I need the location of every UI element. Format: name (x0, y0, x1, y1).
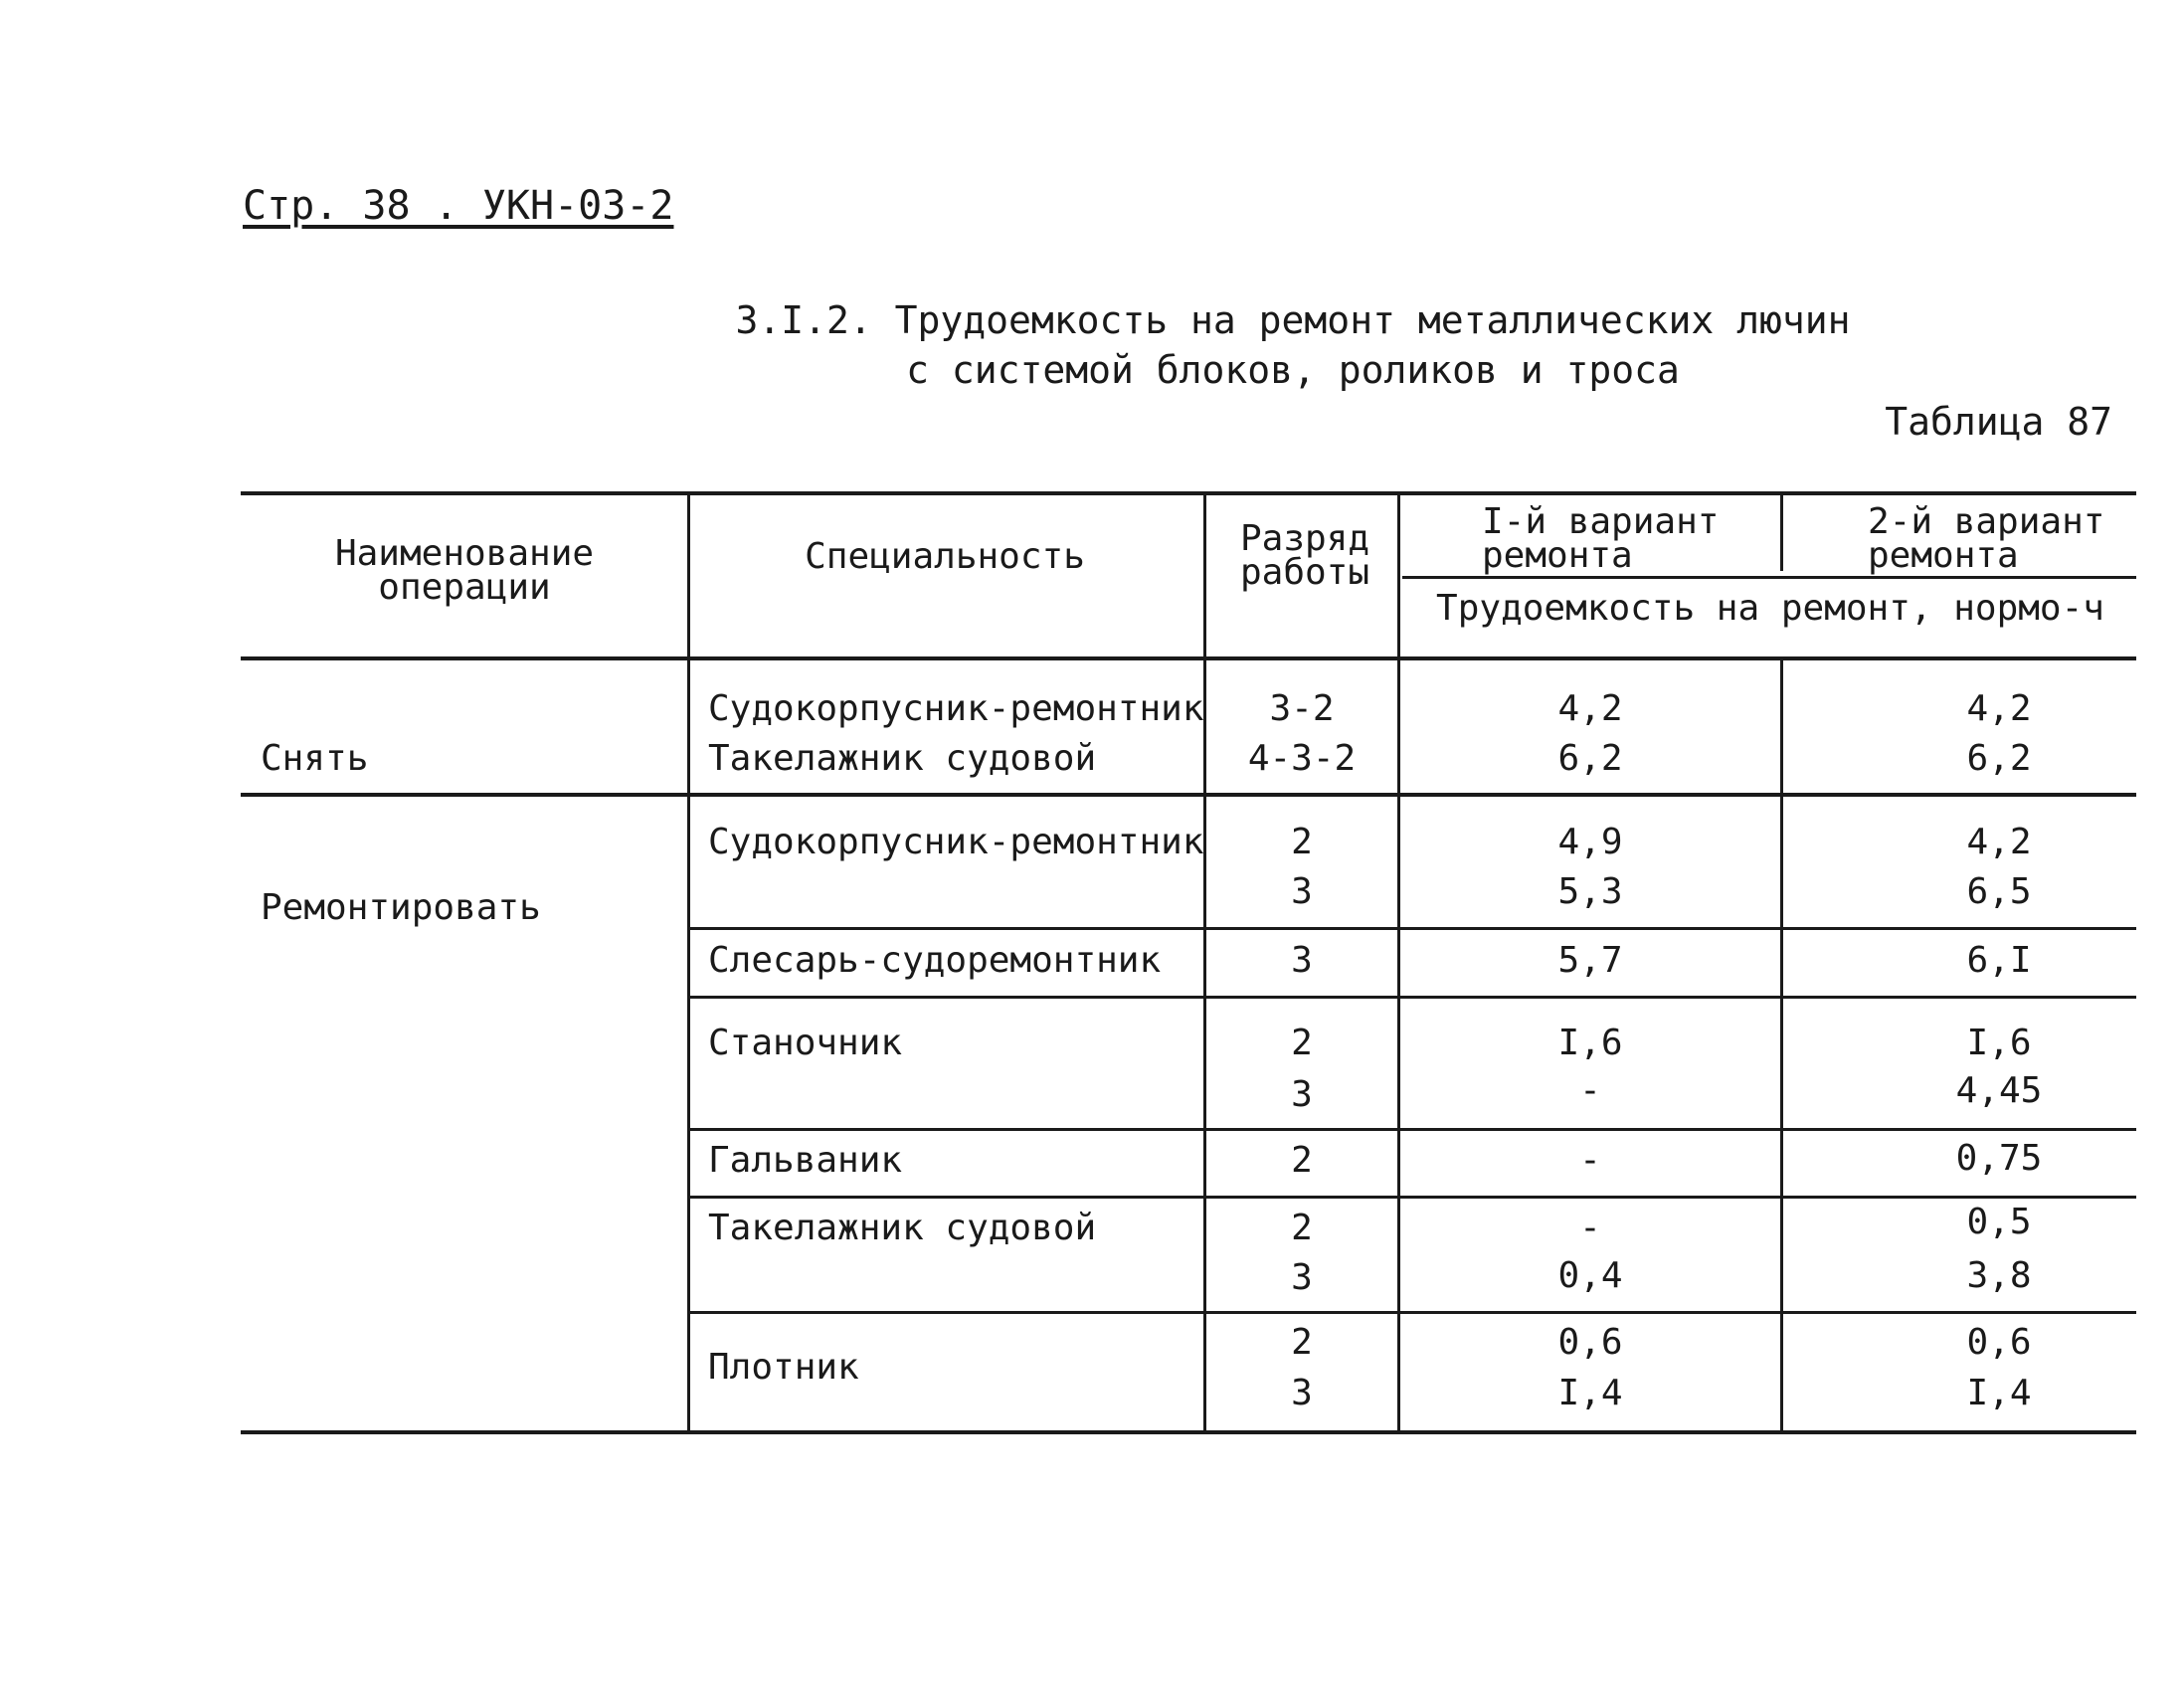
variant2-value: 6,2 (1966, 738, 2032, 779)
specialty-cell: Станочник (708, 1023, 903, 1063)
variant1-value: 5,3 (1557, 871, 1623, 912)
specialty-cell: Гальваник (708, 1140, 903, 1181)
grade-cell: 2 (1291, 1023, 1313, 1063)
column-divider (1780, 491, 1783, 571)
table-number: Таблица 87 (1885, 400, 2112, 444)
grade-cell: 2 (1291, 1140, 1313, 1181)
variant1-value: 5,7 (1557, 940, 1623, 981)
grade-cell: 3 (1291, 940, 1313, 981)
variant1-value: I,4 (1557, 1373, 1623, 1413)
grade-cell: 4-3-2 (1247, 738, 1357, 779)
specialty-cell: Слесарь-судоремонтник (708, 940, 1162, 981)
grade-cell: 2 (1291, 1208, 1313, 1248)
variant1-value: I,6 (1557, 1023, 1623, 1063)
variant1-value: - (1579, 1070, 1601, 1111)
header-operation: Наименование операции (334, 533, 595, 608)
specialty-cell: Такелажник судовой (708, 738, 1097, 779)
header-sub-rule (1402, 576, 2136, 579)
column-divider (1780, 658, 1783, 1432)
variant1-value: - (1579, 1208, 1601, 1248)
header-grade: Разряд работы (1239, 518, 1370, 593)
grade-cell: 2 (1291, 1322, 1313, 1363)
specialty-cell: Судокорпусник-ремонтник (708, 688, 1204, 729)
row-divider-rule (689, 996, 2136, 999)
variant1-value: - (1579, 1140, 1601, 1181)
specialty-cell: Судокорпусник-ремонтник (708, 822, 1204, 862)
header-specialty: Специальность (805, 536, 1085, 577)
grade-cell: 3 (1291, 1074, 1313, 1115)
variant2-value: 0,5 (1966, 1202, 2032, 1242)
header-bottom-rule (241, 656, 2136, 660)
page-header: Стр. 38 . УКН-03-2 (243, 183, 674, 229)
variant1-value: 6,2 (1557, 738, 1623, 779)
variant2-value: 0,6 (1966, 1322, 2032, 1363)
variant2-value: 6,I (1966, 940, 2032, 981)
grade-cell: 3 (1291, 1257, 1313, 1298)
header-labor: Трудоемкость на ремонт, нормо-ч (1436, 588, 2104, 629)
operation-cell: Ремонтировать (261, 887, 541, 928)
row-divider-rule (689, 927, 2136, 930)
grade-cell: 3 (1291, 871, 1313, 912)
variant1-value: 0,6 (1557, 1322, 1623, 1363)
variant1-value: 4,9 (1557, 822, 1623, 862)
variant2-value: 6,5 (1966, 871, 2032, 912)
table-top-rule (241, 491, 2136, 495)
column-divider (687, 491, 690, 1432)
variant2-value: 4,45 (1955, 1070, 2043, 1111)
header-variant2: 2-й вариант ремонта (1868, 501, 2105, 576)
grade-cell: 3-2 (1269, 688, 1335, 729)
row-divider-rule (689, 1128, 2136, 1131)
document-title-line-1: 3.I.2. Трудоемкость на ремонт металлических лючин (735, 298, 1851, 342)
variant2-value: I,4 (1966, 1373, 2032, 1413)
header-variant1: I-й вариант ремонта (1482, 501, 1720, 576)
variant2-value: 4,2 (1966, 822, 2032, 862)
variant2-value: I,6 (1966, 1023, 2032, 1063)
group-divider-rule (241, 793, 2136, 797)
document-title-line-2: с системой блоков, роликов и троса (906, 348, 1680, 392)
operation-cell: Снять (261, 738, 369, 779)
variant1-value: 4,2 (1557, 688, 1623, 729)
variant2-value: 3,8 (1966, 1255, 2032, 1296)
variant2-value: 0,75 (1955, 1138, 2043, 1179)
variant2-value: 4,2 (1966, 688, 2032, 729)
grade-cell: 2 (1291, 822, 1313, 862)
variant1-value: 0,4 (1557, 1255, 1623, 1296)
grade-cell: 3 (1291, 1373, 1313, 1413)
specialty-cell: Плотник (708, 1347, 859, 1388)
table-bottom-rule (241, 1430, 2136, 1434)
row-divider-rule (689, 1311, 2136, 1314)
specialty-cell: Такелажник судовой (708, 1208, 1097, 1248)
